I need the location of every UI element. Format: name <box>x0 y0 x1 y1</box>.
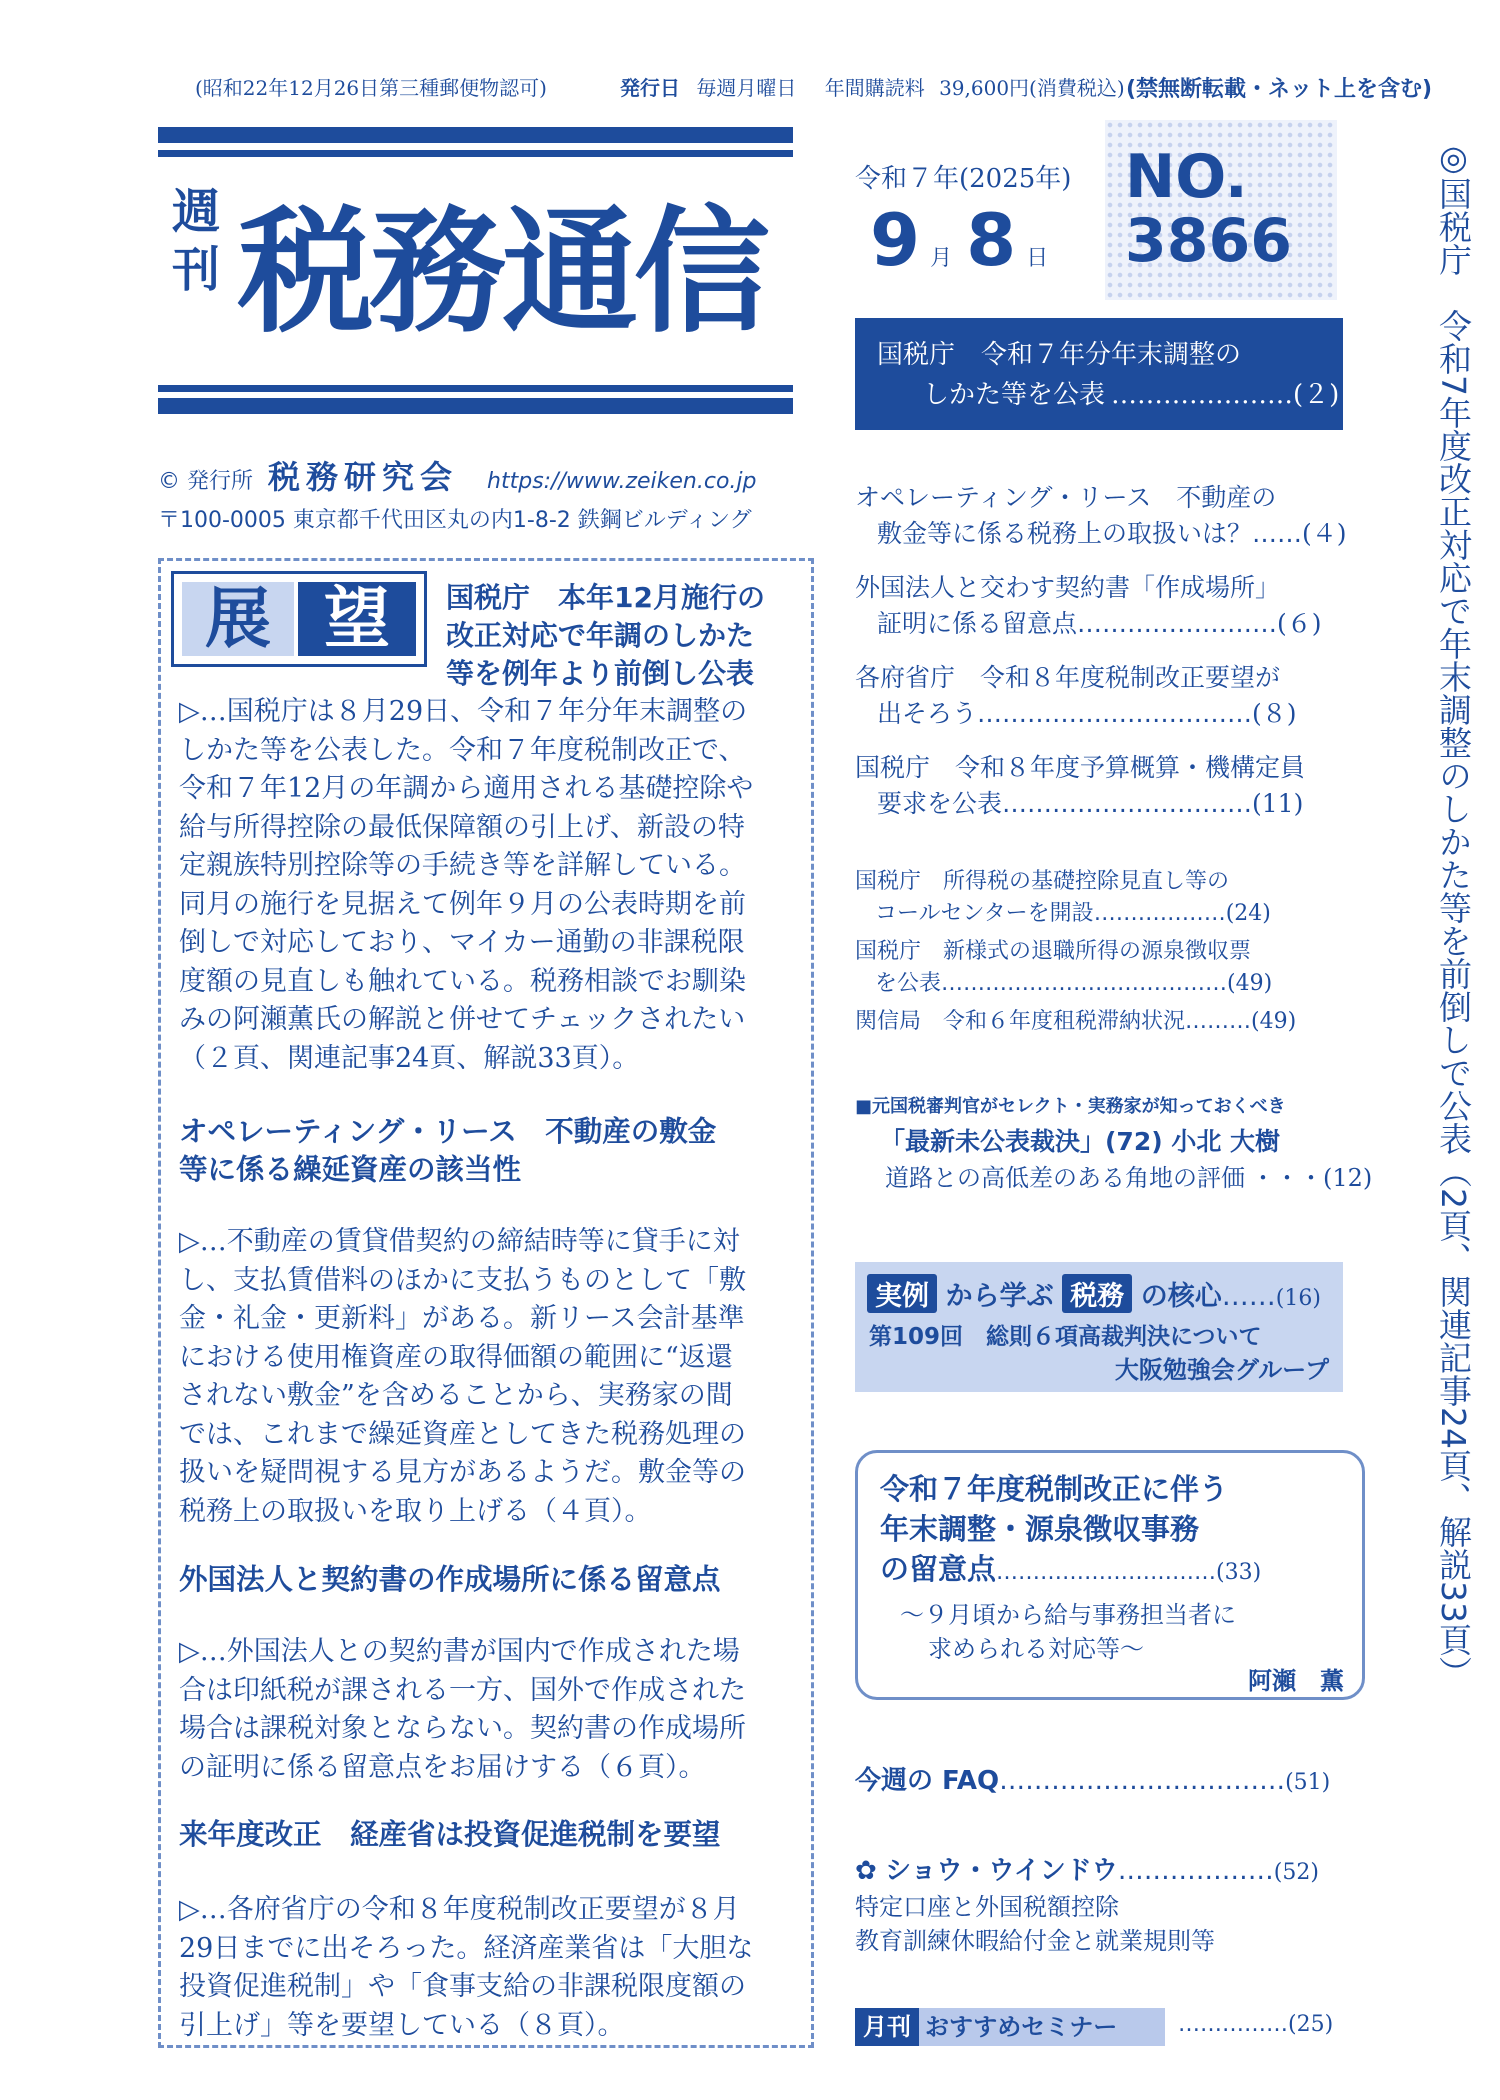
tenbo-column <box>158 558 814 2048</box>
publisher-name: 税務研究会 <box>268 458 459 496</box>
toc-item[interactable] <box>855 866 1271 930</box>
issue-schedule <box>620 72 1125 101</box>
publisher-url[interactable]: https://www.zeiken.co.jp <box>487 469 757 494</box>
list-item[interactable]: 特定口座と外国税額控除 <box>855 1893 1119 1921</box>
feature-line-2-text: しかた等を公表 <box>923 380 1106 410</box>
body-line: 同月の施行を見据えて例年９月の公表時期を前 <box>179 888 746 920</box>
toc-line-text: 証明に係る留意点 <box>877 609 1078 638</box>
toc-page: (24) <box>1225 901 1271 926</box>
jitsurei-badge: 実例 <box>867 1274 937 1313</box>
toc-line-text: 出そろう <box>877 699 978 728</box>
issue-number <box>1125 142 1292 276</box>
special-article-author: 阿瀬 薫 <box>1248 1667 1344 1695</box>
body-line: 倒しで対応しており、マイカー通勤の非課税限 <box>179 927 745 958</box>
issue-number-value: 3866 <box>1125 206 1292 276</box>
tenbo-char-1: 展 <box>182 582 294 656</box>
article-body <box>179 1891 801 2045</box>
show-window-link[interactable] <box>855 1850 1319 1887</box>
toc-page: (６) <box>1277 609 1322 638</box>
article-body <box>179 1223 801 1531</box>
issue-day-label: 発行日 <box>620 76 680 100</box>
jitsurei-mid: から学ぶ <box>945 1281 1054 1312</box>
monthly-seminar-tab[interactable] <box>855 2008 1165 2046</box>
special-article-title <box>880 1469 1261 1593</box>
toc-line: オペレーティング・リース 不動産の <box>855 483 1277 512</box>
body-line: されない敷金”を含めることから、実務家の間 <box>179 1380 733 1411</box>
body-line: ▷…外国法人との契約書が国内で作成された場 <box>179 1636 740 1667</box>
toc-line <box>855 968 1272 1000</box>
body-line: し、支払賃借料のほかに支払うものとして「敷 <box>179 1264 746 1296</box>
toc-dots: …… <box>1221 1281 1276 1312</box>
headline-line: 外国法人と契約書の作成場所に係る留意点 <box>179 1563 721 1596</box>
toc-page: (８) <box>1252 699 1297 728</box>
issue-month: 9 <box>870 198 921 282</box>
article-body <box>179 1633 801 1787</box>
masthead-rule <box>158 150 793 157</box>
title-line: 令和７年度税制改正に伴う <box>880 1472 1229 1506</box>
headline-line: オペレーティング・リース 不動産の敷金 <box>179 1115 717 1148</box>
saiketsu-subtitle[interactable] <box>885 1158 1372 1193</box>
body-line: 扱いを疑問視する見方があるようだ。敷金等の <box>179 1457 746 1488</box>
jitsurei-box[interactable] <box>855 1262 1343 1392</box>
toc-line-text: 関信局 令和６年度租税滞納状況 <box>855 1009 1186 1034</box>
toc-line <box>855 784 1305 820</box>
toc-dots: ………………………………… <box>941 971 1228 996</box>
title-line: 年末調整・源泉徴収事務 <box>880 1512 1200 1546</box>
body-line: 税務上の取扱いを取り上げる（４頁）。 <box>179 1495 652 1527</box>
tenbo-body <box>179 693 801 1078</box>
toc-page: (52) <box>1273 1860 1319 1885</box>
issue-era-year: 令和７年(2025年) <box>855 164 1072 194</box>
body-line: 給与所得控除の最低保障額の引上げ、新設の特 <box>179 811 745 843</box>
zeimu-badge: 税務 <box>1062 1274 1132 1313</box>
toc-dots: …… <box>1252 519 1303 548</box>
faq-link[interactable] <box>855 1760 1330 1797</box>
body-line: しかた等を公表した。令和７年度税制改正で、 <box>179 734 746 766</box>
feature-line-2 <box>923 374 1339 411</box>
toc-dots: ………………………… <box>1002 789 1253 818</box>
toc-page: (12) <box>1323 1164 1373 1192</box>
masthead-rule <box>158 398 793 414</box>
toc-line-text: を公表 <box>875 971 942 996</box>
toc-dots: ……… <box>1185 1009 1252 1034</box>
toc-page: (25) <box>1288 2012 1334 2037</box>
body-line: ▷…不動産の賃貸借契約の締結時等に貸手に対 <box>179 1226 740 1257</box>
jitsurei-author: 大阪勉強会グループ <box>1114 1356 1329 1384</box>
body-line: ▷…各府省庁の令和８年度税制改正要望が８月 <box>179 1894 740 1925</box>
toc-line <box>855 898 1271 930</box>
monthly-label-text: おすすめセミナー <box>925 2013 1118 2041</box>
special-article-sub-1: ～９月頃から給与事務担当者に <box>900 1601 1236 1629</box>
saiketsu-header: ■元国税審判官がセレクト・実務家が知っておくべき <box>855 1096 1286 1117</box>
toc-line: 国税庁 令和８年度予算概算・機構定員 <box>855 753 1306 782</box>
toc-line-text: 要求を公表 <box>877 789 1003 818</box>
toc-page: (33) <box>1216 1560 1262 1585</box>
feature-line-1: 国税庁 令和７年分年末調整の <box>877 340 1242 370</box>
subscription-label: 年間購読料 <box>824 76 925 100</box>
monthly-seminar-page <box>1178 2012 1333 2037</box>
toc-item[interactable] <box>855 658 1297 730</box>
copyright-symbol: © <box>158 469 180 494</box>
issue-day-number: 8 <box>966 198 1017 282</box>
body-line: における使用権資産の取得価額の範囲に“返還 <box>179 1341 733 1373</box>
show-window-label: ショウ・ウインドウ <box>885 1856 1118 1886</box>
toc-dots: …………………………… <box>977 699 1253 728</box>
toc-dots: ……………… <box>1117 1856 1274 1886</box>
list-item[interactable]: 教育訓練休暇給付金と就業規則等 <box>855 1927 1215 1955</box>
toc-line: 国税庁 所得税の基礎控除見直し等の <box>855 869 1230 894</box>
body-line: 場合は課税対象とならない。契約書の作成場所 <box>179 1713 746 1744</box>
toc-line <box>855 514 1347 550</box>
body-line: の証明に係る留意点をお届けする（６頁）。 <box>179 1751 706 1783</box>
toc-line: 国税庁 新様式の退職所得の源泉徴収票 <box>855 939 1252 964</box>
title-line-text: の留意点 <box>880 1552 997 1586</box>
toc-item[interactable] <box>855 936 1272 1000</box>
article-headline[interactable] <box>179 1816 801 1854</box>
toc-page: (51) <box>1285 1770 1331 1795</box>
toc-line <box>855 694 1297 730</box>
toc-dots: ・・・ <box>1251 1164 1323 1192</box>
toc-item[interactable] <box>855 1006 1296 1038</box>
monthly-badge: 月刊 <box>855 2008 919 2046</box>
special-article-sub-2: 求められる対応等～ <box>928 1635 1144 1663</box>
masthead <box>158 165 793 387</box>
body-line: 引上げ」等を要望している（８頁）。 <box>179 2009 625 2041</box>
headline-line: 等に係る繰延資産の該当性 <box>179 1153 522 1186</box>
tenbo-logo <box>171 571 427 667</box>
side-vertical-summary: ◎国税庁 令和7年度改正対応で年末調整のしかた等を前倒しで公表（2頁、関連記事24頁、解説33頁） <box>1434 138 1473 1689</box>
toc-item[interactable] <box>855 748 1305 820</box>
toc-dots: ………………………… <box>996 1560 1217 1585</box>
toc-dots: …………………… <box>1077 609 1278 638</box>
tenbo-headline-line: 改正対応で年調のしかた <box>446 619 755 652</box>
toc-dots: …………………………… <box>999 1766 1286 1796</box>
masthead-rule <box>158 127 793 143</box>
publisher-address: 〒100-0005 東京都千代田区丸の内1-8-2 鉄鋼ビルディング <box>158 508 752 533</box>
feature-page: …………………(２) <box>1111 380 1340 410</box>
toc-line <box>855 604 1322 640</box>
body-line: ▷…国税庁は８月29日、令和７年分年末調整の <box>179 696 748 727</box>
body-line: 金・礼金・更新料」がある。新リース会計基準 <box>179 1303 745 1334</box>
body-line: 29日までに出そろった。経済産業省は「大胆な <box>179 1932 754 1964</box>
special-article-box[interactable] <box>855 1450 1365 1700</box>
saiketsu-title[interactable]: 「最新未公表裁決」(72) 小北 大樹 <box>880 1127 1281 1156</box>
toc-dots: …………… <box>1178 2012 1288 2037</box>
body-line: では、これまで繰延資産としてきた税務処理の <box>179 1418 746 1450</box>
toc-line: 外国法人と交わす契約書「作成場所」 <box>855 573 1281 602</box>
show-window-items <box>855 1890 1215 1958</box>
weekly-label: 週刊 <box>171 184 220 298</box>
tenbo-headline <box>446 579 765 693</box>
copyright-notice: (禁無断転載・ネット上を含む) <box>1126 77 1433 102</box>
body-line: 投資促進税制」や「食事支給の非課税限度額の <box>179 1971 746 2002</box>
body-line: （２頁、関連記事24頁、解説33頁）。 <box>179 1042 640 1074</box>
saiketsu-subtitle-text: 道路との高低差のある角地の評価 <box>885 1164 1245 1192</box>
article-headline[interactable] <box>179 1561 801 1599</box>
toc-page: (11) <box>1252 789 1304 818</box>
body-line: 度額の見直しも触れている。税務相談でお馴染 <box>179 965 746 997</box>
newspaper-title: 税務通信 <box>238 194 766 352</box>
body-line: 合は印紙税が課される一方、国外で作成された <box>179 1674 746 1706</box>
toc-line-text: 敷金等に係る税務上の取扱いは？ <box>877 519 1253 548</box>
toc-line: 各府省庁 令和８年度税制改正要望が <box>855 663 1281 692</box>
flower-icon: ✿ <box>855 1856 877 1886</box>
jitsurei-title <box>867 1274 1321 1313</box>
toc-item[interactable] <box>855 478 1347 550</box>
body-line: 令和７年12月の年調から適用される基礎控除や <box>179 773 754 804</box>
subscription-price: 39,600円(消費税込) <box>939 76 1125 100</box>
headline-line: 来年度改正 経産省は投資促進税制を要望 <box>179 1818 721 1851</box>
toc-page: (49) <box>1227 971 1273 996</box>
toc-item[interactable] <box>855 568 1322 640</box>
month-unit: 月 <box>930 246 953 271</box>
body-line: みの阿瀬薫氏の解説と併せてチェックされたい <box>179 1004 746 1035</box>
tenbo-headline-line: 国税庁 本年12月施行の <box>446 581 765 614</box>
day-unit: 日 <box>1026 246 1049 271</box>
issue-date <box>870 198 1062 282</box>
jitsurei-subtitle: 第109回 総則６項高裁判決について <box>869 1324 1262 1350</box>
title-line <box>880 1549 1261 1593</box>
toc-page: (16) <box>1275 1286 1321 1311</box>
publisher-line <box>158 452 757 498</box>
issue-day: 毎週月曜日 <box>696 76 797 100</box>
faq-label: 今週の FAQ <box>855 1766 1000 1796</box>
publisher-label: 発行所 <box>187 469 254 494</box>
toc-dots: ……………… <box>1093 901 1226 926</box>
body-line: 定親族特別控除等の手続き等を詳解している。 <box>179 850 746 881</box>
license-note: (昭和22年12月26日第三種郵便物認可) <box>195 76 547 100</box>
toc-line-text: コールセンターを開設 <box>875 901 1094 926</box>
tenbo-headline-line: 等を例年より前倒し公表 <box>446 657 755 690</box>
toc-page: (４) <box>1302 519 1347 548</box>
issue-label: NO. <box>1125 142 1248 212</box>
feature-headline-box[interactable] <box>855 318 1343 430</box>
toc-page: (49) <box>1251 1009 1297 1034</box>
article-headline[interactable] <box>179 1113 801 1189</box>
jitsurei-tail: の核心 <box>1140 1281 1222 1312</box>
monthly-seminar-label <box>855 2008 1117 2046</box>
tenbo-char-2: 望 <box>298 582 416 656</box>
